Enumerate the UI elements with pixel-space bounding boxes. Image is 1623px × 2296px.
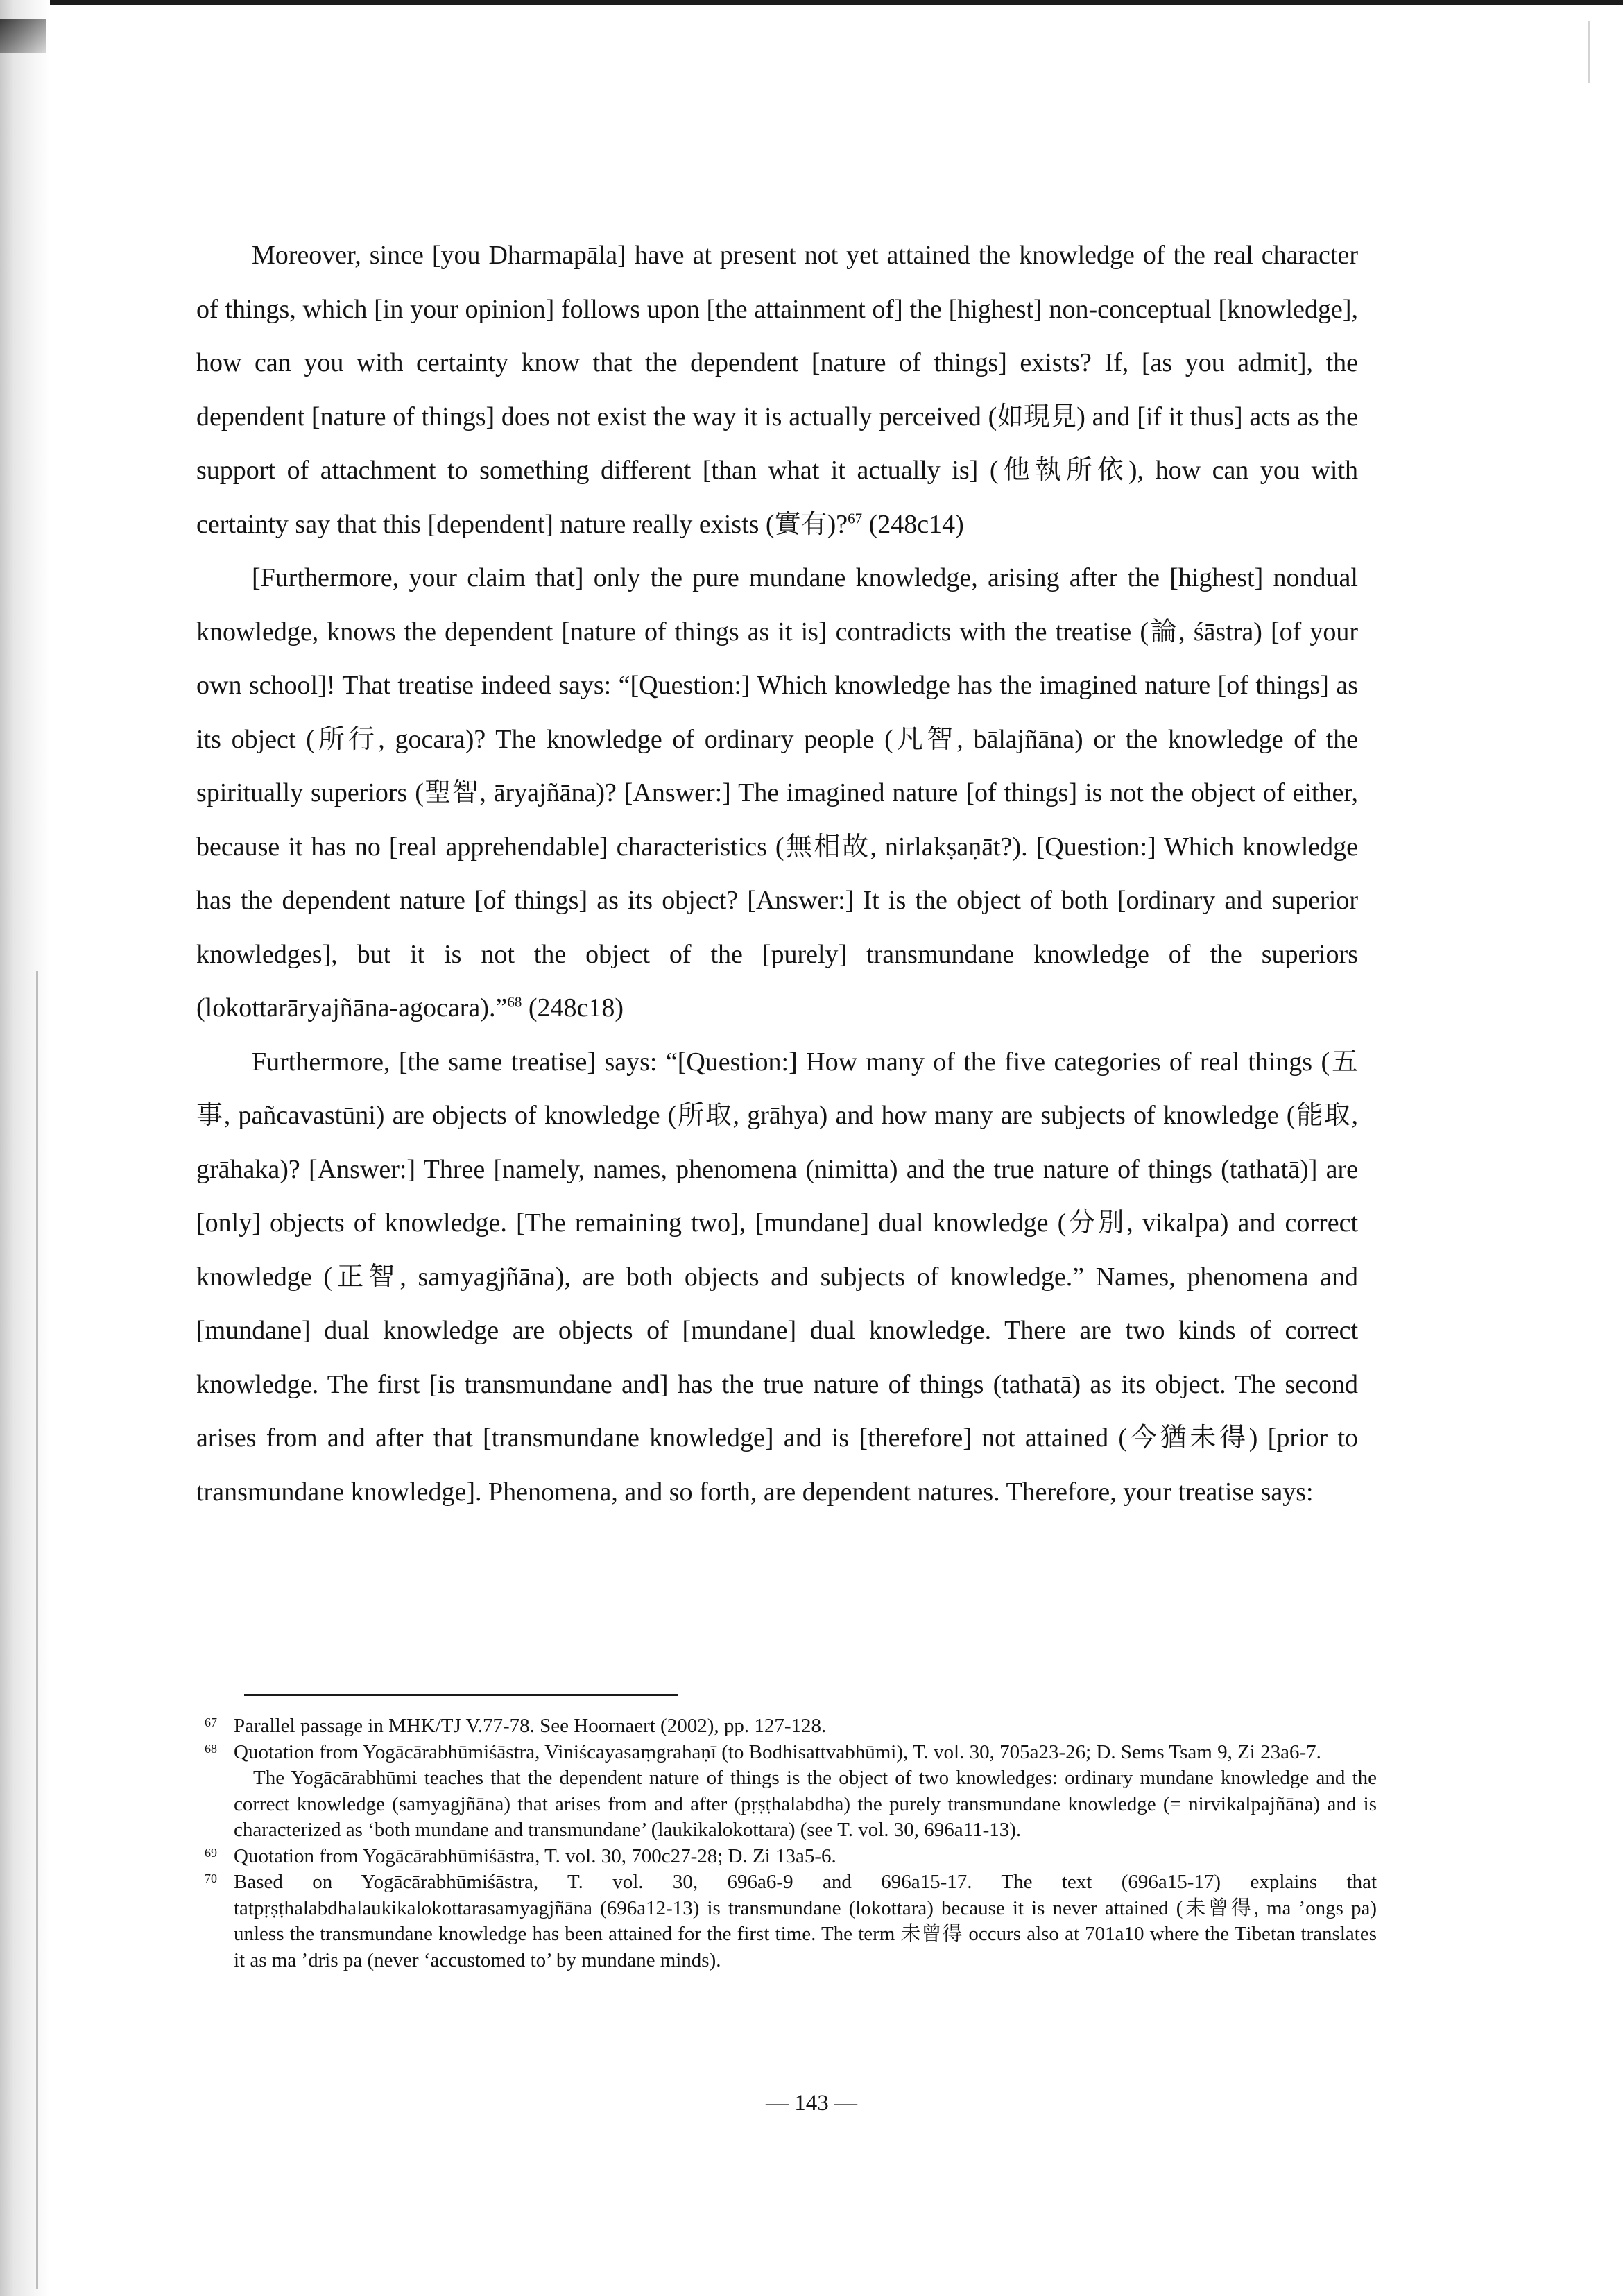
footnote-number: 67 (205, 1715, 217, 1729)
footnote-text: Based on Yogācārabhūmiśāstra, T. vol. 30, 696a6-9 and 696a15-17. The text (696a15-17) explains that tatpṛṣṭhalabdhalaukikalokottarasamyagjñāna (696a12-13) is transmundane (lokottara) because it is never attained (未曾得, ma ’ongs pa) unless the transmundane knowledge has been attained for the first time. The term 未曾得 occurs also at 701a10 where the Tibetan translates it as ma ’dris pa (never ‘accustomed to’ by mundane minds). (234, 1871, 1377, 1971)
footnote-number: 70 (205, 1871, 217, 1885)
page-number: — 143 — (766, 2091, 857, 2116)
footnote-69 (205, 1844, 1377, 1870)
footnote-68 (205, 1740, 1377, 1766)
footnote-ref-68[interactable]: 68 (507, 993, 522, 1011)
footnote-number: 68 (205, 1741, 217, 1756)
scan-top-edge (0, 0, 1623, 5)
scan-left-margin (0, 0, 50, 2296)
footnote-67 (205, 1713, 1377, 1740)
footnote-text: Quotation from Yogācārabhūmiśāstra, T. vol. 30, 700c27-28; D. Zi 13a5-6. (234, 1844, 836, 1867)
scan-right-artifact (1588, 21, 1590, 83)
footnote-68-continuation: The Yogācārabhūmi teaches that the dependent nature of things is the object of two knowledges: ordinary mundane knowledge and the correct knowledge (samyagjñāna) that arises from and after (pṛṣṭhalabdha) the purely transmundane knowledge (= nirvikalpajñāna) and is characterized as ‘both mundane and transmundane’ (laukikalokottara) (see T. vol. 30, 696a11-13). (234, 1767, 1377, 1841)
paragraph-2: [Furthermore, your claim that] only the pure mundane knowledge, arising after the [highest] nondual knowledge, knows the dependent [nature of things as it is] contradicts with the treatise (論, śāstra) [of your own school]! That treatise indeed says: “[Question:] Which knowledge has the imagined nature [of things] as its object (所行, gocara)? The knowledge of ordinary people (凡智, bālajñāna) or the knowledge of the spiritually superiors (聖智, āryajñāna)? [Answer:] The imagined nature [of things] is not the object of either, because it has no [real apprehendable] characteristics (無相故, nirlakṣaṇāt?). [Question:] Which knowledge has the dependent nature [of things] as its object? [Answer:] It is the object of both [ordinary and superior knowledges], but it is not the object of the [purely] transmundane knowledge of the superiors (lokottarāryajñāna-agocara).”$^{68}$ (248c18) (196, 563, 1358, 1022)
footnote-ref-67[interactable]: 67 (848, 509, 863, 526)
paragraph-1: Moreover, since [you Dharmapāla] have at present not yet attained the knowledge of the real character of things, which [in your opinion] follows upon [the attainment of] the [highest] non-conceptual [knowledge], how can you with certainty know that the dependent [nature of things] exists? If, [as you admit], the dependent [nature of things] does not exist the way it is actually perceived (如現見) and [if it thus] acts as the support of attachment to something different [than what it actually is] (他執所依), how can you with certainty say that this [dependent] nature really exists (實有)?$^{67}$ (248c14) (196, 241, 1358, 539)
footnote-text: Quotation from Yogācārabhūmiśāstra, Viniścayasaṃgrahaṇī (to Bodhisattvabhūmi), T. vol. 30, 705a23-26; D. Sems Tsam 9, Zi 23a6-7. (234, 1740, 1321, 1763)
paragraph-3: Furthermore, [the same treatise] says: “[Question:] How many of the five categories of real things (五事, pañcavastūni) are objects of knowledge (所取, grāhya) and how many are subjects of knowledge (能取, grāhaka)? [Answer:] Three [namely, names, phenomena (nimitta) and the true nature of things (tathatā)] are [only] objects of knowledge. [The remaining two], [mundane] dual knowledge (分別, vikalpa) and correct knowledge (正智, samyagjñāna), are both objects and subjects of knowledge.” Names, phenomena and [mundane] dual knowledge are objects of [mundane] dual knowledge. There are two kinds of correct knowledge. The first [is transmundane and] has the true nature of things (tathatā) as its object. The second arises from and after that [transmundane knowledge] and is [therefore] not attained (今猶未得) [prior to transmundane knowledge]. Phenomena, and so forth, are dependent natures. Therefore, your treatise says: (196, 1047, 1358, 1507)
main-text (196, 229, 1358, 1519)
footnote-separator (244, 1694, 678, 1696)
footnote-70 (205, 1869, 1377, 1973)
footnote-number: 69 (205, 1845, 217, 1860)
footnote-text: Parallel passage in MHK/TJ V.77-78. See Hoornaert (2002), pp. 127-128. (234, 1715, 827, 1737)
scan-corner-artifact (0, 19, 46, 53)
footnotes (205, 1713, 1377, 1973)
